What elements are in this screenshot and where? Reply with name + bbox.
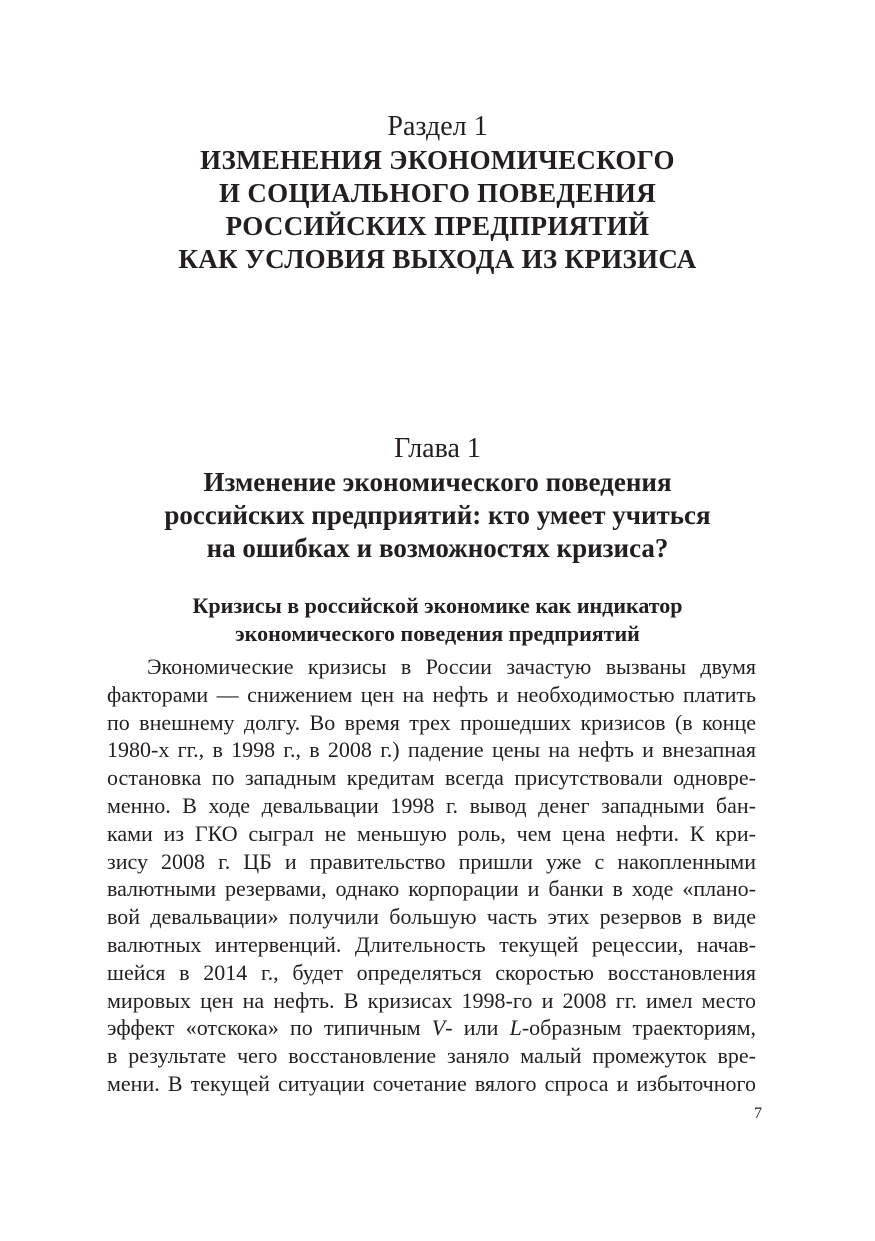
body-line: вой девальвации» получили большую часть этих резервов в виде: [107, 904, 756, 930]
body-line: в результате чего восстановление заняло малый промежуток вре-: [107, 1043, 756, 1069]
body-line: зису 2008 г. ЦБ и правительство пришли уже с накопленными: [107, 848, 756, 874]
body-line: 1980-х гг., в 1998 г., в 2008 г.) падение цены на нефть и внезапная: [107, 737, 756, 763]
body-line: остановка по западным кредитам всегда присутствовали одновре-: [107, 765, 756, 791]
body-line: шейся в 2014 г., будет определяться скоростью восстановления: [107, 959, 756, 985]
chapter-title-line: российских предприятий: кто умеет учиться: [164, 500, 711, 530]
body-line: мировых цен на нефть. В кризисах 1998-го и 2008 гг. имел место: [107, 987, 756, 1013]
section-title-line: РОССИЙСКИХ ПРЕДПРИЯТИЙ: [225, 211, 650, 241]
body-line: эффект «отскока» по типичным V- или L-образным траекториям,: [107, 1015, 756, 1041]
section-title-line: ИЗМЕНЕНИЯ ЭКОНОМИЧЕСКОГО: [200, 145, 675, 175]
body-line: мени. В текущей ситуации сочетание вялого спроса и избыточного: [107, 1070, 756, 1096]
section-header: [0, 110, 875, 276]
body-line: факторами — снижением цен на нефть и необходимостью платить: [107, 681, 756, 707]
body-paragraph: [107, 653, 756, 1098]
body-line: ками из ГКО сыграл не меньшую роль, чем цена нефти. К кри-: [107, 820, 756, 846]
body-line: валютными резервами, однако корпорации и банки в ходе «плано-: [107, 876, 756, 902]
body-line: по внешнему долгу. Во время трех прошедших кризисов (в конце: [107, 709, 756, 735]
chapter-label: Глава 1: [394, 433, 481, 464]
page-number: 7: [754, 1105, 762, 1122]
body-line: валютных интервенций. Длительность текущей рецессии, начав-: [107, 931, 756, 957]
chapter-title-line: Изменение экономического поведения: [203, 467, 672, 497]
subsection-title-line: экономического поведения предприятий: [235, 621, 640, 646]
section-title-line: И СОЦИАЛЬНОГО ПОВЕДЕНИЯ: [219, 178, 656, 208]
body-line: Экономические кризисы в России зачастую вызваны двумя: [147, 654, 756, 679]
section-title-line: КАК УСЛОВИЯ ВЫХОДА ИЗ КРИЗИСА: [178, 244, 697, 274]
chapter-title-line: на ошибках и возможностях кризиса?: [206, 533, 669, 563]
chapter-header: [0, 432, 875, 565]
section-label: Раздел 1: [387, 111, 488, 142]
body-line: менно. В ходе девальвации 1998 г. вывод денег западными бан-: [107, 792, 756, 818]
subsection-title-line: Кризисы в российской экономике как индикатор: [192, 593, 683, 618]
subsection-header: [0, 592, 875, 648]
